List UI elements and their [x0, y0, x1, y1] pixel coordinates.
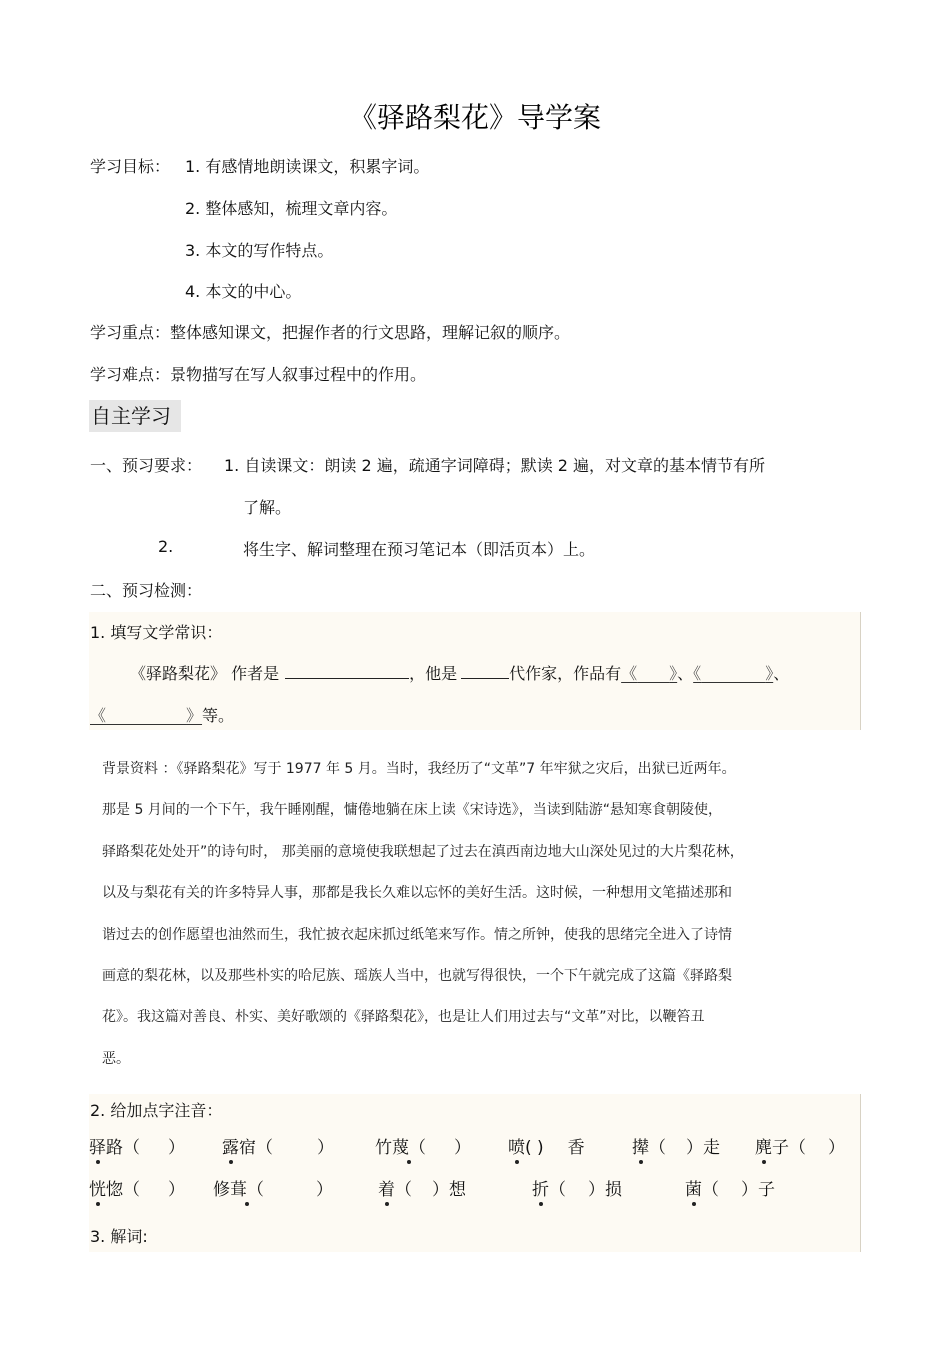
- dotted-char: 麂: [755, 1138, 772, 1158]
- page-title: 《驿路梨花》导学案: [348, 101, 601, 134]
- objective-item: 1. 有感情地朗读课文，积累字词。: [185, 157, 430, 176]
- works-sep: 、: [677, 664, 694, 683]
- dotted-char: 喷: [508, 1138, 525, 1158]
- dotted-char: 撵: [632, 1138, 649, 1158]
- dotted-char: 恍: [89, 1180, 106, 1200]
- pinyin-item: 菌（ ）子: [685, 1180, 775, 1200]
- objective-item: 4. 本文的中心。: [185, 282, 302, 301]
- q1-end: 等。: [202, 706, 235, 725]
- works-sep: 、: [773, 664, 790, 683]
- pinyin-item: 露宿（ ）: [222, 1138, 334, 1158]
- era-blank[interactable]: [461, 662, 509, 679]
- preview-item-1: 1. 自读课文：朗读 2 遍，疏通字词障碍；默读 2 遍，对文章的基本情节有所: [224, 456, 766, 475]
- dotted-char: 露: [222, 1138, 239, 1158]
- pinyin-item: 修葺（ ）: [213, 1180, 333, 1200]
- background-line: 背景资料 ：《驿路梨花》写于 1977 年 5 月。当时，我经历了“文革”7 年牢狱之灾后，出狱已近两年。: [102, 761, 736, 777]
- works-blank-3[interactable]: 《 》: [90, 706, 203, 725]
- pinyin-item: 麂子（ ）: [755, 1138, 845, 1158]
- background-line: 画意的梨花林，以及那些朴实的哈尼族、瑶族人当中，也就写得很快，一个下午就完成了这篇《驿路梨: [102, 968, 732, 984]
- q1-text-c: 代作家，作品有: [509, 664, 622, 683]
- dotted-char: 葺（: [230, 1180, 264, 1200]
- works-blank-1[interactable]: 《 》: [621, 664, 678, 683]
- dotted-char: 折: [532, 1180, 549, 1200]
- preview-item-1-cont: 了解。: [243, 498, 292, 517]
- background-line: 那是 5 月间的一个下午，我午睡刚醒，慵倦地躺在床上读《宋诗选》，当读到陆游“悬知寒食朝陵使，: [102, 802, 723, 818]
- question-1-line-2: [90, 703, 234, 726]
- preview-heading: 一、预习要求：: [90, 456, 203, 475]
- pinyin-item: 着（ ）想: [378, 1180, 466, 1200]
- background-line: 恶。: [102, 1051, 130, 1067]
- preview-item-2: 将生字、解词整理在预习笔记本（即活页本）上。: [243, 540, 596, 559]
- pinyin-row-1: 驿路（ ）: [89, 1138, 185, 1158]
- background-line: 驿路梨花处处开”的诗句时， 那美丽的意境使我联想起了过去在滇西南边地大山深处见过的大片梨花林，: [102, 844, 744, 860]
- author-blank[interactable]: [285, 662, 409, 679]
- difficulty: 学习难点：景物描写在写人叙事过程中的作用。: [90, 365, 427, 384]
- background-line: 以及与梨花有关的许多特异人事，那都是我长久难以忘怀的美好生活。这时候，一种想用文笔描述那和: [102, 885, 732, 901]
- q1-text-a: 《驿路梨花》 作者是: [130, 664, 280, 683]
- objective-item: 2. 整体感知，梳理文章内容。: [185, 199, 398, 218]
- question-2-label: 2. 给加点字注音：: [90, 1101, 223, 1120]
- check-heading: 二、预习检测：: [90, 581, 203, 600]
- question-1-line: [130, 661, 789, 684]
- q1-text-b: ，他是: [409, 664, 458, 683]
- question-3-label: 3. 解词:: [90, 1227, 148, 1246]
- key-point: 学习重点：整体感知课文，把握作者的行文思路，理解记叙的顺序。: [90, 323, 571, 342]
- dotted-char: 蔑（: [392, 1138, 426, 1158]
- pinyin-item: 喷( ) 香: [508, 1138, 585, 1158]
- objective-item: 3. 本文的写作特点。: [185, 241, 334, 260]
- background-line: 花》。我这篇对善良、朴实、美好歌颂的《驿路梨花》，也是让人们用过去与“文革”对比，以鞭笞丑: [102, 1009, 705, 1025]
- objectives-label: 学习目标：: [90, 157, 171, 176]
- pinyin-item: 撵（ ）走: [632, 1138, 720, 1158]
- dotted-char: 着: [378, 1180, 395, 1200]
- pinyin-item: 竹蔑（ ）: [375, 1138, 471, 1158]
- background-line: 谐过去的创作愿望也油然而生，我忙披衣起床抓过纸笔来写作。情之所钟，使我的思绪完全进入了诗情: [102, 927, 732, 943]
- section-title: 自主学习: [89, 400, 181, 432]
- pinyin-row-2: 恍惚（ ）: [89, 1180, 185, 1200]
- pinyin-item: 折（ ）损: [532, 1180, 622, 1200]
- dotted-char: 驿: [89, 1138, 106, 1158]
- preview-item-2-num: 2.: [158, 537, 174, 556]
- question-1-label: 1. 填写文学常识：: [90, 623, 223, 642]
- works-blank-2[interactable]: 《 》: [693, 664, 774, 683]
- dotted-char: 菌: [685, 1180, 702, 1200]
